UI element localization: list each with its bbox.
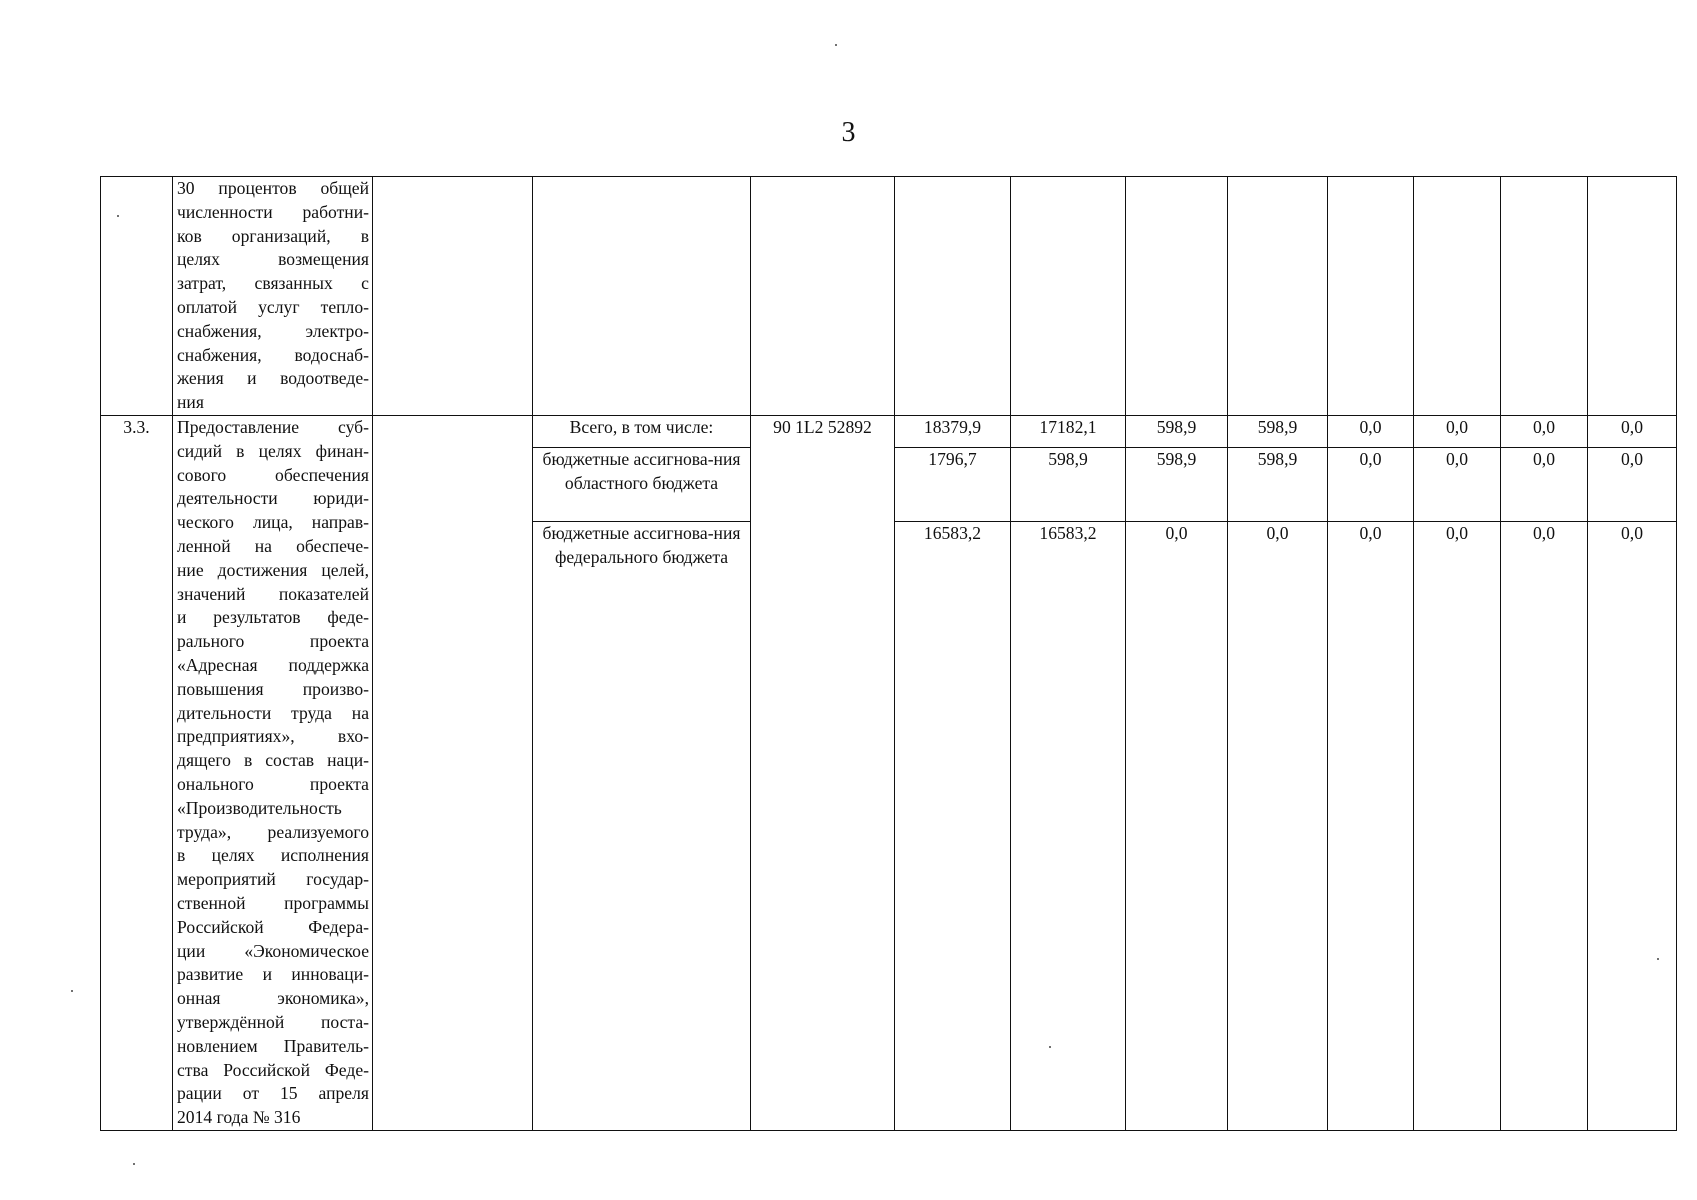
description-line: мероприятий государ- (177, 869, 369, 890)
funding-source-total: Всего, в том числе: (533, 416, 751, 448)
description-line: ства Российской Феде- (177, 1059, 369, 1080)
description-line: Российской Федера- (177, 916, 369, 937)
description-line: снабжения, электро- (177, 320, 369, 341)
description-line: деятельности юриди- (177, 488, 369, 509)
funding-table (100, 176, 1677, 1131)
value-cell: 0,0 (1414, 521, 1501, 1130)
description-line: ции «Экономическое (177, 940, 369, 961)
empty-cell (1414, 177, 1501, 416)
description-line: 2014 года № 316 (177, 1107, 301, 1128)
description-line: оплатой услуг тепло- (177, 296, 369, 317)
description-line: 30 процентов общей (177, 178, 369, 198)
description-line: Предоставление суб- (177, 417, 369, 437)
value-cell: 18379,9 (895, 416, 1011, 448)
value-cell: 0,0 (1126, 521, 1228, 1130)
funding-source-regional: бюджетные ассигнова-ния областного бюджета (533, 448, 751, 522)
value-cell: 0,0 (1328, 448, 1414, 522)
value-cell: 0,0 (1501, 521, 1588, 1130)
value-cell: 0,0 (1328, 416, 1414, 448)
empty-cell (895, 177, 1011, 416)
item-number-cell (101, 177, 173, 416)
description-line: новлением Правитель- (177, 1035, 369, 1056)
funding-source-federal: бюджетные ассигнова-ния федерального бюджета (533, 521, 751, 1130)
description-line: «Производительность (177, 797, 342, 818)
value-cell: 17182,1 (1011, 416, 1126, 448)
description-line: рального проекта (177, 631, 369, 652)
value-cell: 0,0 (1588, 416, 1677, 448)
description-line: повышения произво- (177, 678, 369, 699)
description-line: сидий в целях финан- (177, 440, 369, 461)
description-line: «Адресная поддержка (177, 654, 369, 675)
value-cell: 0,0 (1501, 416, 1588, 448)
value-cell: 598,9 (1228, 448, 1328, 522)
empty-cell (1501, 177, 1588, 416)
description-line: сового обеспечения (177, 464, 369, 485)
description-line: и результатов феде- (177, 607, 369, 628)
empty-cell (533, 177, 751, 416)
scan-speck (133, 1163, 135, 1165)
description-line: ленной на обеспече- (177, 535, 369, 556)
continued-description (173, 177, 373, 416)
description-line: ние достижения целей, (177, 559, 369, 580)
scan-speck (835, 44, 837, 46)
description-line: ния (177, 392, 204, 413)
description-line: труда», реализуемого (177, 821, 369, 842)
empty-cell (373, 177, 533, 416)
empty-cell (1328, 177, 1414, 416)
description-line: ческого лица, направ- (177, 512, 369, 533)
empty-cell (751, 177, 895, 416)
description-line: снабжения, водоснаб- (177, 344, 369, 365)
description-line: ков организаций, в (177, 225, 369, 246)
table-row-total (101, 416, 1677, 448)
value-cell: 16583,2 (895, 521, 1011, 1130)
value-cell: 0,0 (1414, 416, 1501, 448)
empty-cell (1228, 177, 1328, 416)
value-cell: 598,9 (1011, 448, 1126, 522)
scan-speck (71, 990, 73, 992)
description-line: целях возмещения (177, 249, 369, 270)
value-cell: 0,0 (1501, 448, 1588, 522)
description-line: ственной программы (177, 892, 369, 913)
item-description (173, 416, 373, 1131)
value-cell: 16583,2 (1011, 521, 1126, 1130)
description-line: рации от 15 апреля (177, 1083, 369, 1104)
table-row-continued (101, 177, 1677, 416)
description-line: дительности труда на (177, 702, 369, 723)
description-line: онального проекта (177, 773, 369, 794)
empty-cell (373, 416, 533, 1131)
value-cell: 598,9 (1126, 448, 1228, 522)
description-line: значений показателей (177, 583, 369, 604)
value-cell: 0,0 (1328, 521, 1414, 1130)
value-cell: 0,0 (1228, 521, 1328, 1130)
value-cell: 0,0 (1588, 521, 1677, 1130)
empty-cell (1588, 177, 1677, 416)
value-cell: 0,0 (1588, 448, 1677, 522)
value-cell: 598,9 (1228, 416, 1328, 448)
description-line: онная экономика», (177, 988, 369, 1009)
value-cell: 1796,7 (895, 448, 1011, 522)
empty-cell (1126, 177, 1228, 416)
description-line: дящего в состав наци- (177, 750, 369, 771)
description-line: утверждённой поста- (177, 1011, 369, 1032)
description-line: численности работни- (177, 201, 369, 222)
item-number: 3.3. (101, 416, 173, 1131)
value-cell: 0,0 (1414, 448, 1501, 522)
description-line: развитие и инноваци- (177, 964, 369, 985)
description-line: предприятиях», вхо- (177, 726, 369, 747)
empty-cell (1011, 177, 1126, 416)
page-number: 3 (841, 117, 856, 148)
budget-code: 90 1L2 52892 (751, 416, 895, 1131)
description-line: жения и водоотведе- (177, 368, 369, 389)
description-line: затрат, связанных с (177, 273, 369, 294)
value-cell: 598,9 (1126, 416, 1228, 448)
description-line: в целях исполнения (177, 845, 369, 866)
